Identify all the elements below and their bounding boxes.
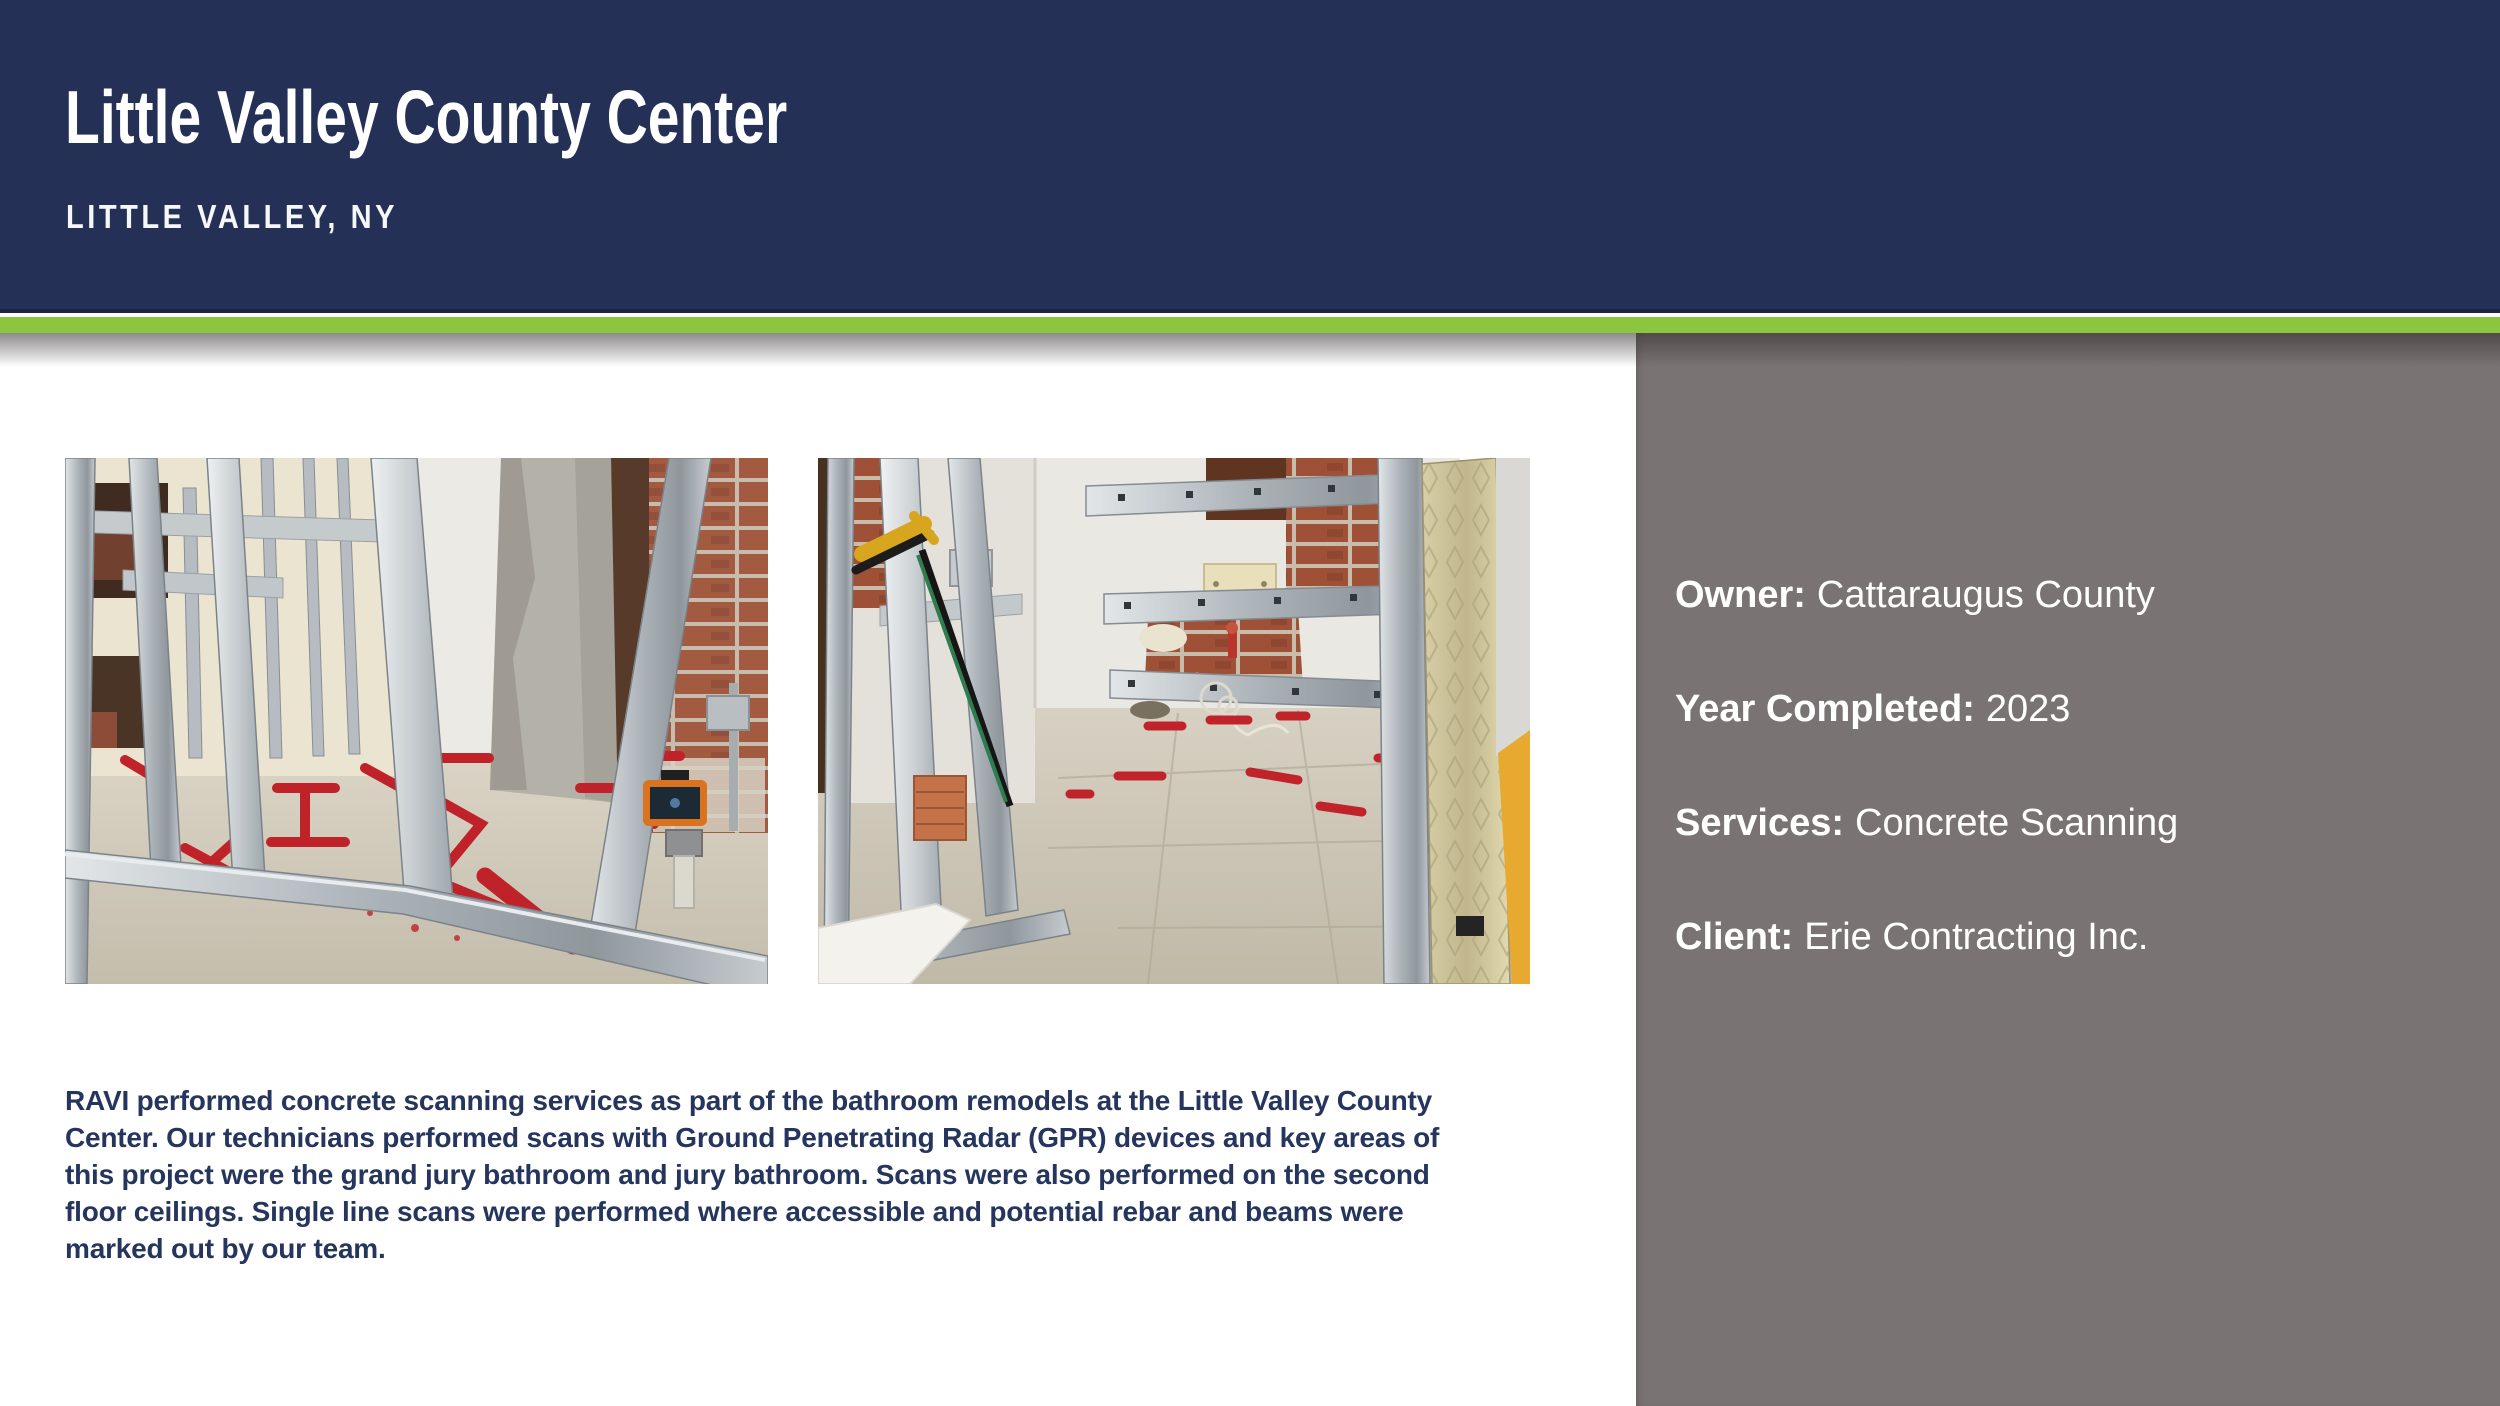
details-panel bbox=[1636, 333, 2500, 1406]
owner-label: Owner: bbox=[1675, 574, 1806, 616]
photo-1-illustration bbox=[65, 458, 768, 984]
client-value: Erie Contracting Inc. bbox=[1804, 916, 2149, 958]
info-services bbox=[1675, 804, 2470, 842]
page-subtitle: LITTLE VALLEY, NY bbox=[66, 198, 398, 235]
page-title: Little Valley County Center bbox=[65, 75, 788, 159]
green-accent-bar bbox=[0, 317, 2500, 333]
header-banner bbox=[0, 0, 2500, 313]
project-description: RAVI performed concrete scanning services as part of the bathroom remodels at the Little Valley County Center. Our technicians performed scans with Ground Penetrating Radar (GPR) devices and key areas of this project were the grand jury bathroom and jury bathroom. Scans were also performed on the second floor ceilings. Single line scans were performed where accessible and potential rebar and beams were marked out by our team. bbox=[65, 1085, 1440, 1264]
info-client bbox=[1675, 918, 2470, 956]
info-owner bbox=[1675, 576, 2470, 614]
year-completed-value: 2023 bbox=[1985, 688, 2071, 730]
owner-value: Cattaraugus County bbox=[1816, 574, 2155, 616]
services-value: Concrete Scanning bbox=[1855, 802, 2179, 844]
client-label: Client: bbox=[1675, 916, 1794, 958]
year-completed-label: Year Completed: bbox=[1675, 688, 1975, 730]
photo-2-illustration bbox=[818, 458, 1530, 984]
info-year-completed bbox=[1675, 690, 2470, 728]
services-label: Services: bbox=[1675, 802, 1845, 844]
content-area bbox=[0, 333, 1636, 1406]
project-photo-2 bbox=[818, 458, 1530, 984]
project-photo-1 bbox=[65, 458, 768, 984]
